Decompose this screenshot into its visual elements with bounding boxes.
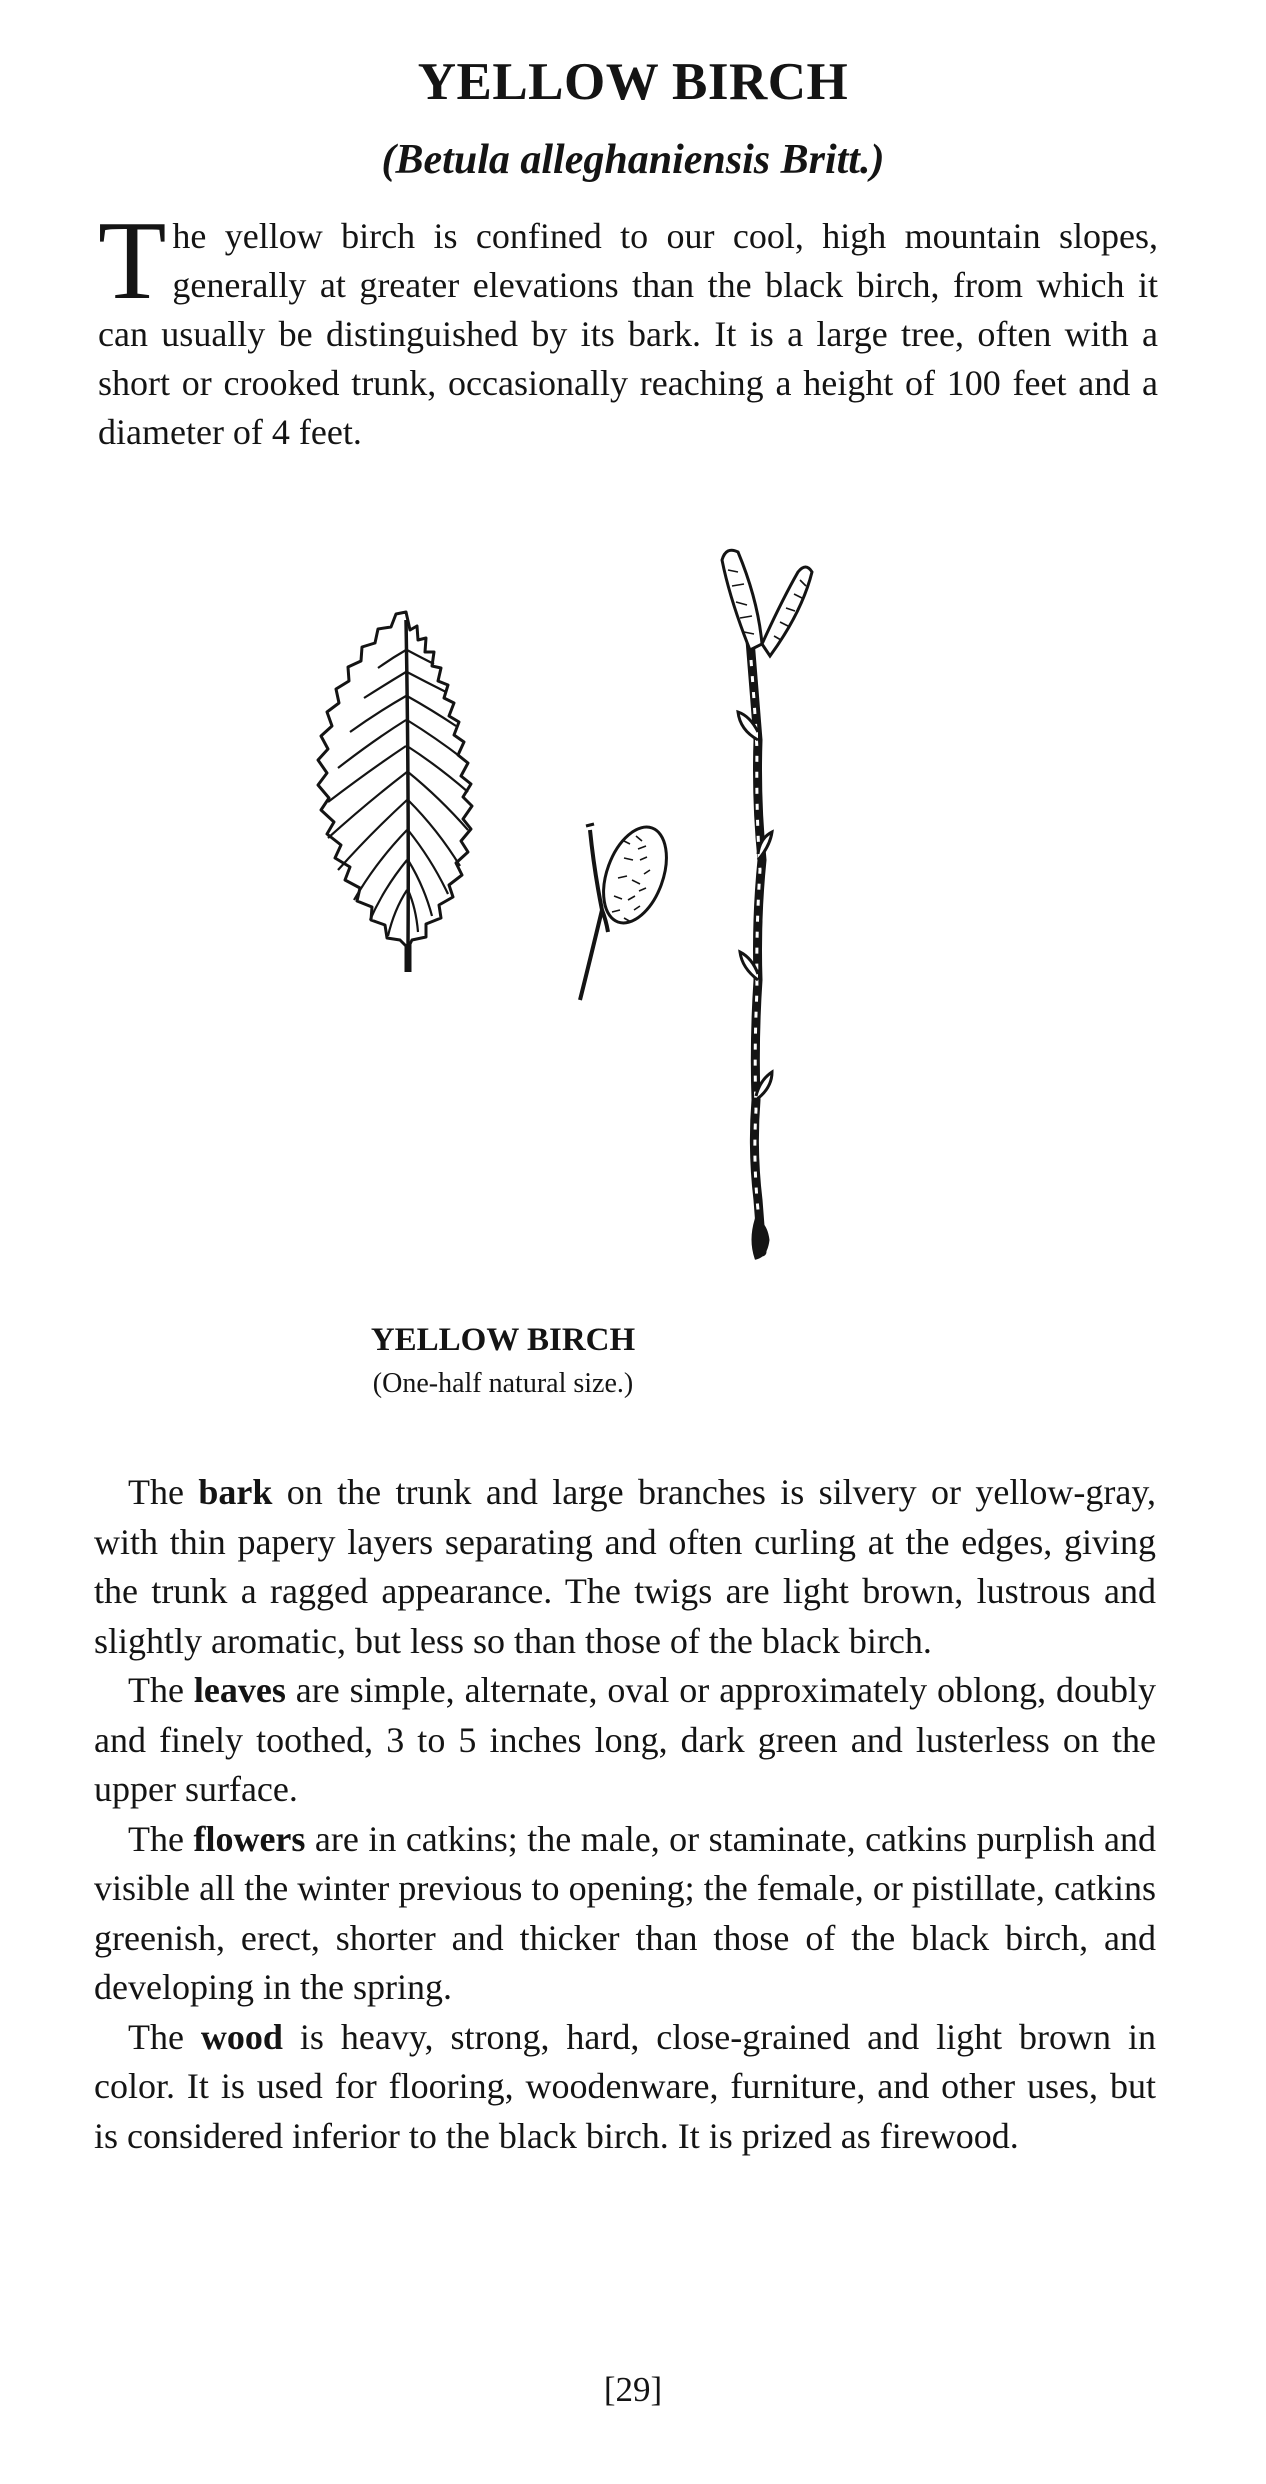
scientific-name: (Betula alleghaniensis Britt.) xyxy=(381,137,885,183)
flowers-paragraph: The flowers are in catkins; the male, or staminate, catkins purplish and visible all the winter previous to opening; the female, or pistillate, catkins greenish, erect, shorter and thicker than those of the black birch, and developing in the spring. xyxy=(94,1818,1156,2007)
leaves-paragraph: The leaves are simple, alternate, oval or approximately oblong, doubly and finely toothed, 3 to 5 inches long, dark green and lusterless on the upper surface. xyxy=(94,1670,1156,1809)
male-catkins xyxy=(722,550,812,656)
description-body xyxy=(94,1468,1156,2161)
term-bark: bark xyxy=(198,1472,273,1512)
intro-text: he yellow birch is confined to our cool, high mountain slopes, generally at greater elevations than the black birch, from which it can usually be distinguished by its bark. It is a large tree, often with a short or crooked trunk, occasionally reaching a height of 100 feet and a diameter of 4 feet. xyxy=(98,216,1158,452)
wood-paragraph: The wood is heavy, strong, hard, close-grained and light brown in color. It is used for flooring, woodenware, furniture, and other uses, but is considered inferior to the black birch. It is prized as firewood. xyxy=(94,2016,1156,2156)
drop-cap: T xyxy=(98,199,167,323)
leaf-veins-left xyxy=(328,650,407,936)
twig-drawing xyxy=(722,550,812,1258)
leaf-veins-right xyxy=(407,650,468,932)
figure-caption-title: YELLOW BIRCH xyxy=(370,1322,636,1358)
twig-tip xyxy=(753,1220,768,1258)
term-flowers: flowers xyxy=(193,1818,306,1859)
intro-paragraph xyxy=(98,199,1158,457)
page-title: YELLOW BIRCH xyxy=(417,53,849,111)
term-leaves: leaves xyxy=(193,1670,286,1710)
catkin-drawing xyxy=(580,818,678,1000)
bark-paragraph: The bark on the trunk and large branches is silvery or yellow-gray, with thin papery layers separating and often curling at the edges, giving the trunk a ragged appearance. The twigs are light brown, lustrous and slightly aromatic, but less so than those of the black birch. xyxy=(94,1472,1157,1661)
leaf-drawing xyxy=(318,612,472,972)
figure-caption-scale: (One-half natural size.) xyxy=(372,1368,634,1399)
birch-illustration xyxy=(210,540,1010,1320)
page-number: [29] xyxy=(603,2370,663,2409)
term-wood: wood xyxy=(200,2016,283,2057)
